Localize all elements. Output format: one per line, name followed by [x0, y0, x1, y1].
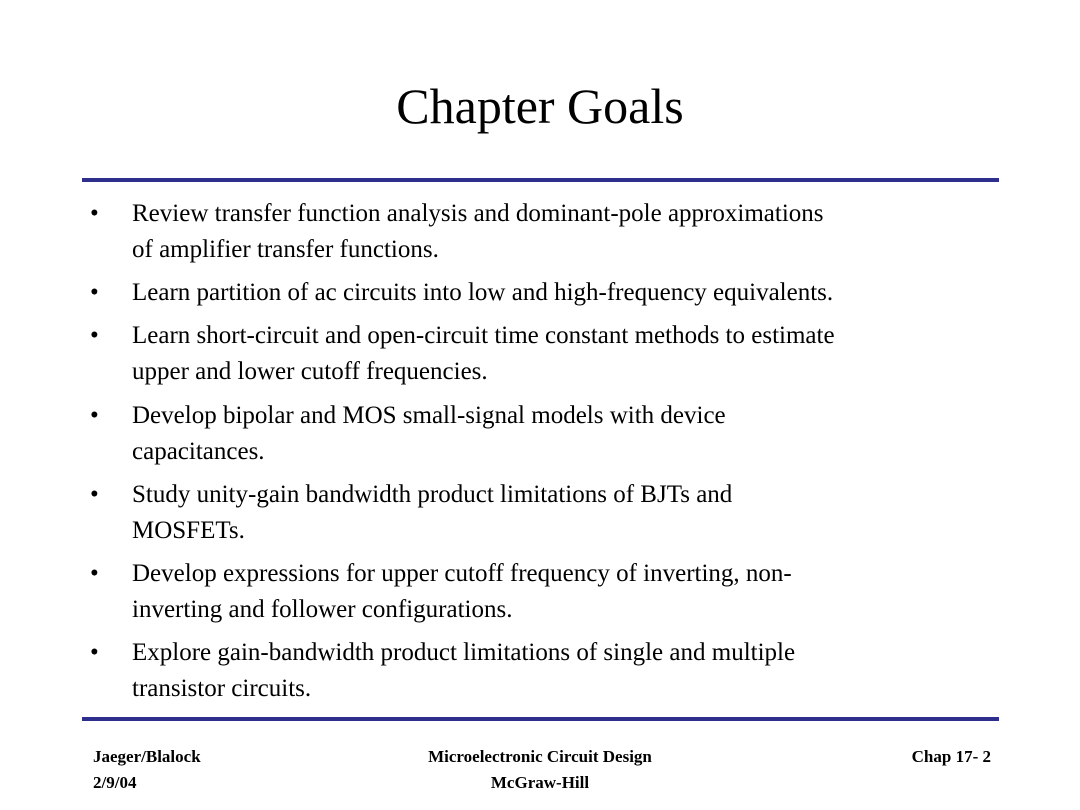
- bullet-icon: •: [90, 322, 99, 349]
- footer-authors: Jaeger/Blalock: [93, 747, 201, 766]
- footer-date: 2/9/04: [93, 773, 137, 792]
- footer-chapter-page: [912, 744, 991, 770]
- bullet-line: Review transfer function analysis and dominant-pole approximations: [132, 200, 824, 227]
- slide-title: Chapter Goals: [396, 78, 684, 134]
- bullet-line: Develop expressions for upper cutoff frequency of inverting, non-: [132, 560, 792, 587]
- bullet-icon: •: [90, 481, 99, 508]
- bullet-text: [132, 556, 992, 628]
- bullet-line: Study unity-gain bandwidth product limitations of BJTs and: [132, 481, 733, 508]
- bullet-line: Learn partition of ac circuits into low and high-frequency equivalents.: [132, 279, 834, 306]
- top-divider: [82, 178, 999, 182]
- bullet-line: inverting and follower configurations.: [132, 596, 513, 623]
- bullet-line: Learn short-circuit and open-circuit time constant methods to estimate: [132, 322, 835, 349]
- bullet-line: Develop bipolar and MOS small-signal models with device: [132, 402, 726, 429]
- bullet-line: upper and lower cutoff frequencies.: [132, 358, 488, 385]
- bullet-icon: •: [90, 279, 99, 306]
- bullet-text: [132, 477, 992, 549]
- bullet-icon: •: [90, 560, 99, 587]
- bullet-icon: •: [90, 639, 99, 666]
- bullet-line: MOSFETs.: [132, 517, 245, 544]
- bullet-text: [132, 635, 992, 707]
- footer-page-number: Chap 17- 2: [911, 747, 991, 766]
- bullet-line: capacitances.: [132, 438, 265, 465]
- footer-publisher: McGraw-Hill: [490, 773, 590, 792]
- bullet-text: [132, 275, 992, 311]
- bullet-line: transistor circuits.: [132, 675, 312, 702]
- footer-book-title: Microelectronic Circuit Design: [428, 747, 652, 766]
- bullet-text: [132, 318, 992, 390]
- bullet-text: [132, 196, 992, 268]
- bullet-line: Explore gain-bandwidth product limitations of single and multiple: [132, 639, 796, 666]
- bullet-icon: •: [90, 200, 99, 227]
- bottom-divider: [82, 717, 999, 721]
- bullet-icon: •: [90, 402, 99, 429]
- bullet-text: [132, 398, 992, 470]
- bullet-line: of amplifier transfer functions.: [132, 236, 439, 263]
